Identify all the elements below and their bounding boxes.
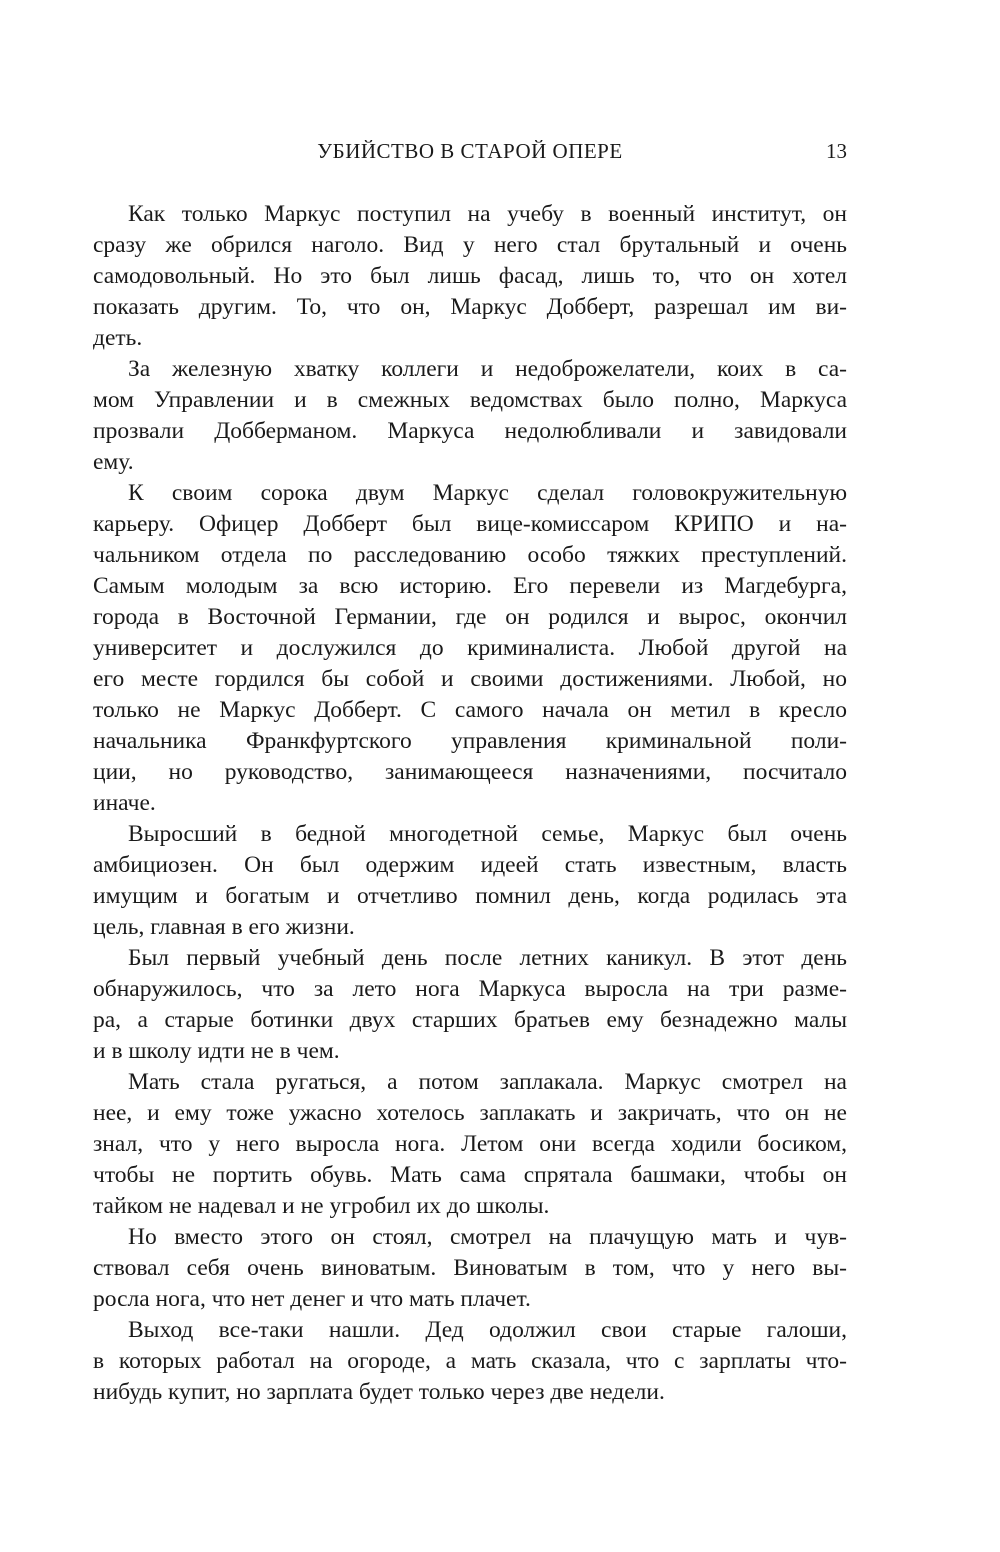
text-line: чальником отдела по расследованию особо тяжких преступлений. [93,542,847,568]
text-line: деть. [93,325,143,351]
text-line: ра, а старые ботинки двух старших братьев ему безнадежно малы [93,1007,847,1033]
text-line: Но вместо этого он стоял, смотрел на плачущую мать и чув- [128,1224,847,1250]
running-title: УБИЙСТВО В СТАРОЙ ОПЕРЕ [317,139,623,163]
text-line: карьеру. Офицер Добберт был вице-комиссаром КРИПО и на- [93,511,847,537]
text-line: его месте гордился бы собой и своими достижениями. Любой, но [93,666,847,692]
text-line: знал, что у него выросла нога. Летом они всегда ходили босиком, [93,1131,847,1157]
text-line: Был первый учебный день после летних каникул. В этот день [128,945,847,971]
text-line: Мать стала ругаться, а потом заплакала. Маркус смотрел на [128,1069,847,1095]
text-line: самодовольный. Но это был лишь фасад, лишь то, что он хотел [93,263,847,289]
text-line: ции, но руководство, занимающееся назначениями, посчитало [93,759,847,785]
text-line: нее, и ему тоже ужасно хотелось заплакать и закричать, что он не [93,1100,847,1126]
paragraph [93,199,847,354]
text-line: имущим и богатым и отчетливо помнил день, когда родилась эта [93,883,847,909]
text-line: и в школу идти не в чем. [93,1038,340,1064]
text-line: За железную хватку коллеги и недоброжелатели, коих в са- [128,356,847,382]
paragraph [93,478,847,819]
text-line: тайком не надевал и не угробил их до школы. [93,1193,550,1219]
paragraph [93,819,847,943]
body-text [93,199,847,1408]
paragraph [93,354,847,478]
running-head [93,133,847,169]
paragraph [93,943,847,1067]
paragraph [93,1315,847,1408]
text-line: только не Маркус Добберт. С самого начала он метил в кресло [93,697,847,723]
text-line: начальника Франкфуртского управления криминальной поли- [93,728,847,754]
text-line: иначе. [93,790,156,816]
text-line: ему. [93,449,134,475]
text-line: города в Восточной Германии, где он родился и вырос, окончил [93,604,847,630]
text-line: показать другим. То, что он, Маркус Добберт, разрешал им ви- [93,294,847,320]
text-line: Выход все-таки нашли. Дед одолжил свои старые галоши, [128,1317,847,1343]
text-line: росла нога, что нет денег и что мать плачет. [93,1286,531,1312]
text-line: амбициозен. Он был одержим идеей стать известным, власть [93,852,847,878]
text-line: Как только Маркус поступил на учебу в военный институт, он [128,201,847,227]
text-line: чтобы не портить обувь. Мать сама спрятала башмаки, чтобы он [93,1162,847,1188]
text-line: сразу же обрился наголо. Вид у него стал брутальный и очень [93,232,847,258]
paragraph [93,1067,847,1222]
page-number: 13 [826,139,847,163]
text-line: обнаружилось, что за лето нога Маркуса выросла на три разме- [93,976,847,1002]
text-line: цель, главная в его жизни. [93,914,355,940]
text-line: К своим сорока двум Маркус сделал головокружительную [128,480,847,506]
text-line: Выросший в бедной многодетной семье, Маркус был очень [128,821,847,847]
text-line: мом Управлении и в смежных ведомствах было полно, Маркуса [93,387,847,413]
text-line: прозвали Добберманом. Маркуса недолюбливали и завидовали [93,418,847,444]
text-line: университет и дослужился до криминалиста. Любой другой на [93,635,847,661]
text-line: Самым молодым за всю историю. Его перевели из Магдебурга, [93,573,847,599]
text-line: в которых работал на огороде, а мать сказала, что с зарплаты что- [93,1348,847,1374]
text-line: нибудь купит, но зарплата будет только через две недели. [93,1379,665,1405]
paragraph [93,1222,847,1315]
text-line: ствовал себя очень виноватым. Виноватым в том, что у него вы- [93,1255,847,1281]
